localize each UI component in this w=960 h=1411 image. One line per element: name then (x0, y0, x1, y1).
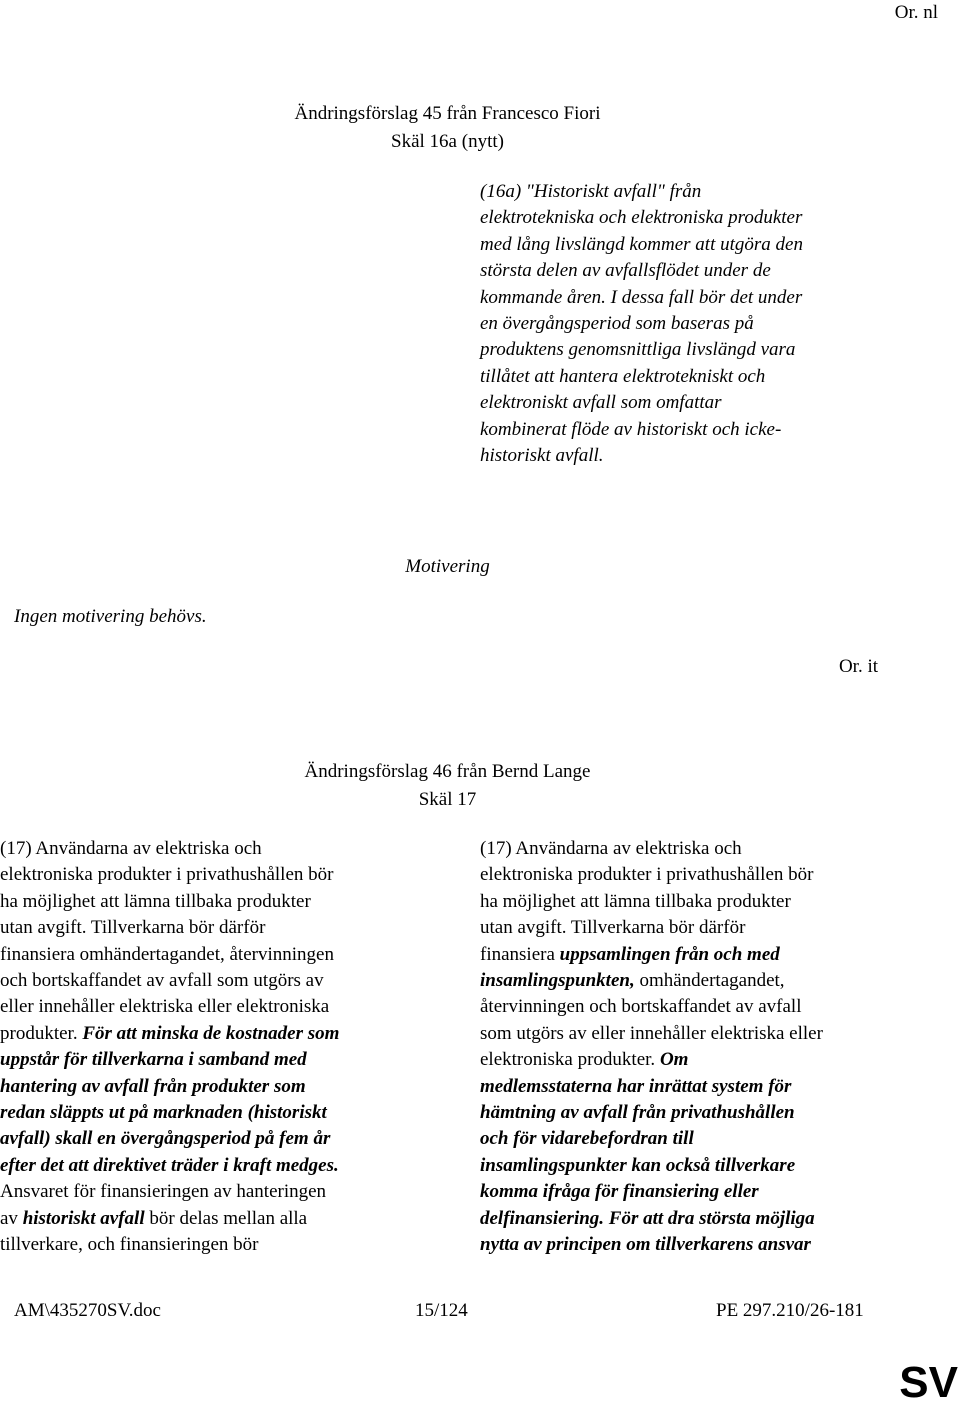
text-line: elektrotekniska och elektroniska produkter (480, 207, 803, 229)
amendment-46-subtitle: Skäl 17 (418, 789, 477, 810)
text-line: Ansvaret för finansieringen av hanteringen (0, 1181, 327, 1203)
amendment-text-column (480, 836, 823, 1259)
text-line: elektroniskt avfall som omfattar (480, 392, 722, 414)
text-line: återvinningen och bortskaffandet av avfall (480, 996, 802, 1018)
text-line: kommande åren. I dessa fall bör det under (480, 286, 803, 308)
text-line: tillåtet att hantera elektrotekniskt och (480, 365, 766, 387)
original-language-label: Or. it (838, 656, 878, 677)
text-line: finansiera omhändertagandet, återvinningen (0, 943, 334, 965)
text-line: kombinerat flöde av historiskt och icke- (480, 418, 782, 440)
text-line: ha möjlighet att lämna tillbaka produkter (480, 890, 791, 912)
text-line: elektroniska produkter. Om (480, 1049, 689, 1071)
text-line: (16a) "Historiskt avfall" från (480, 181, 702, 202)
text-line: (17) Användarna av elektriska och (480, 838, 742, 859)
text-line: produktens genomsnittliga livslängd vara (480, 339, 796, 361)
commission-text-column (0, 836, 339, 1259)
footer-doc-ref: AM\435270SV.doc (14, 1300, 161, 1321)
motivering-text: Ingen motivering behövs. (14, 606, 207, 627)
text-line: nytta av principen om tillverkarens ansvar (480, 1234, 811, 1256)
motivering-heading: Motivering (405, 556, 490, 577)
text-line: uppstår för tillverkarna i samband med (0, 1049, 307, 1071)
text-line: delfinansiering. För att dra största möjliga (480, 1207, 815, 1229)
text-line: historiskt avfall. (480, 445, 604, 467)
amendment-45-title: Ändringsförslag 45 från Francesco Fiori (294, 103, 601, 124)
text-line: hantering av avfall från produkter som (0, 1075, 306, 1097)
footer-pe-ref: PE 297.210/26-181 (716, 1300, 864, 1321)
text-line: ha möjlighet att lämna tillbaka produkter (0, 890, 311, 912)
text-line: av historiskt avfall bör delas mellan alla (0, 1207, 308, 1229)
text-line: medlemsstaterna har inrättat system för (480, 1075, 792, 1097)
original-language-label: Or. nl (894, 2, 938, 23)
text-line: en övergångsperiod som baseras på (480, 313, 754, 335)
text-line: och bortskaffandet av avfall som utgörs av (0, 970, 324, 992)
text-line: redan släppts ut på marknaden (historiskt (0, 1102, 327, 1124)
text-line: finansiera uppsamlingen från och med (480, 943, 780, 965)
text-line: med lång livslängd kommer att utgöra den (480, 233, 803, 255)
text-line: (17) Användarna av elektriska och (0, 838, 262, 859)
text-line: utan avgift. Tillverkarna bör därför (480, 917, 746, 939)
text-line: insamlingspunkter kan också tillverkare (480, 1154, 796, 1176)
text-line: tillverkare, och finansieringen bör (0, 1234, 259, 1256)
text-line: komma ifråga för finansiering eller (480, 1181, 759, 1203)
text-line: eller innehåller elektriska eller elektroniska (0, 996, 330, 1018)
text-line: som utgörs av eller innehåller elektriska eller (480, 1022, 823, 1044)
language-code: SV (899, 1358, 958, 1407)
text-line: avfall) skall en övergångsperiod på fem år (0, 1128, 331, 1150)
text-line: största delen av avfallsflödet under de (480, 260, 771, 282)
text-line: hämtning av avfall från privathushållen (480, 1102, 795, 1124)
text-line: produkter. För att minska de kostnader som (0, 1022, 340, 1044)
text-line: efter det att direktivet träder i kraft medges. (0, 1154, 339, 1176)
amendment-45-subtitle: Skäl 16a (nytt) (391, 131, 504, 152)
text-line: insamlingspunkten, omhändertagandet, (480, 970, 785, 992)
text-line: och för vidarebefordran till (480, 1128, 694, 1150)
amendment-45-text (480, 179, 803, 469)
text-line: elektroniska produkter i privathushållen bör (480, 864, 814, 886)
amendment-45-heading (0, 100, 895, 156)
amendment-46-title: Ändringsförslag 46 från Bernd Lange (304, 761, 591, 782)
footer-page-number: 15/124 (415, 1300, 468, 1321)
amendment-46-heading (0, 758, 895, 814)
text-line: utan avgift. Tillverkarna bör därför (0, 917, 266, 939)
text-line: elektroniska produkter i privathushållen bör (0, 864, 334, 886)
